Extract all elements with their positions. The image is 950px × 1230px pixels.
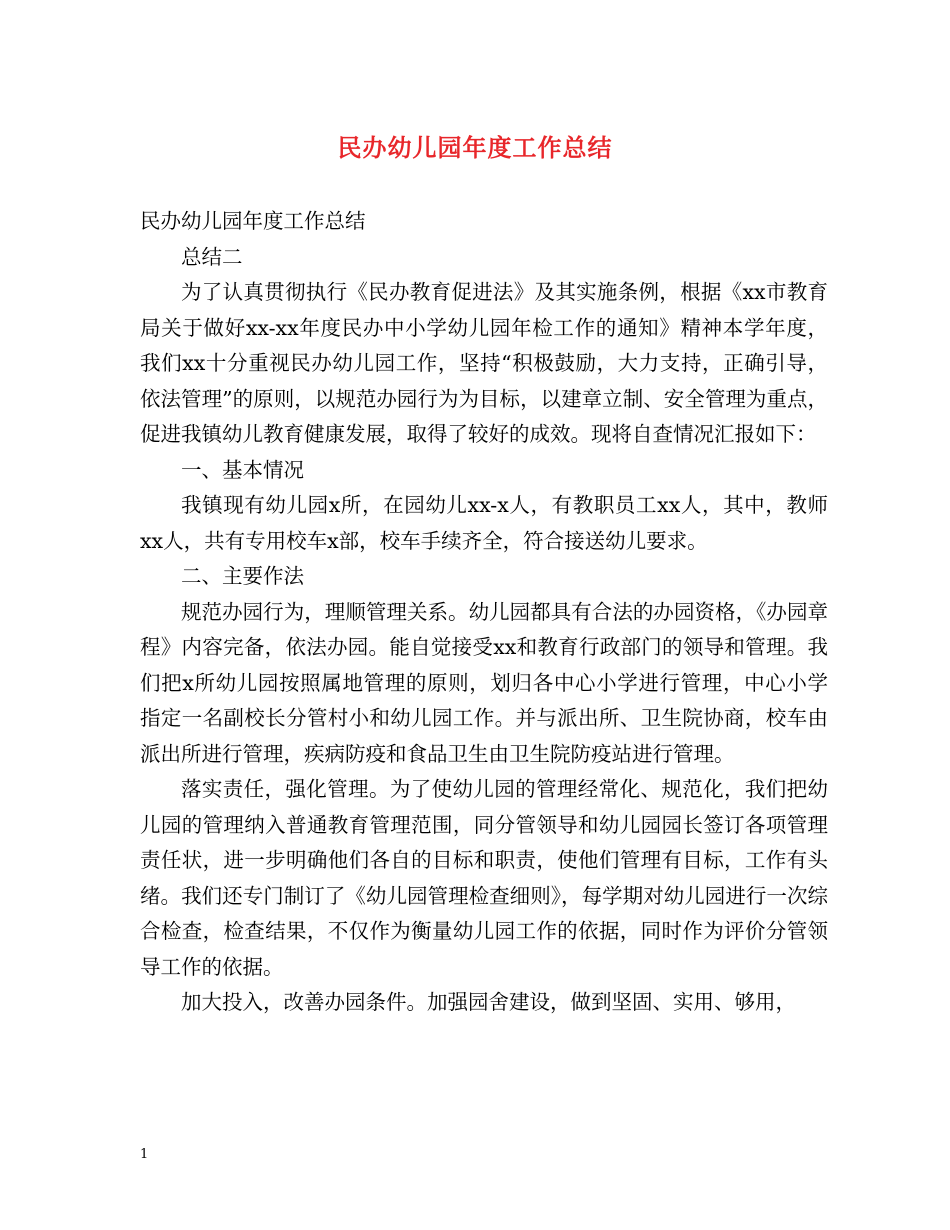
section-heading-methods: 二、主要作法 — [181, 564, 304, 588]
paragraph-section-label: 总结二 — [181, 244, 243, 269]
document-title: 民办幼儿园年度工作总结 — [337, 133, 613, 162]
page-number: 1 — [140, 1147, 149, 1162]
section-heading-basic: 一、基本情况 — [181, 457, 304, 482]
paragraph-method-3: 加大投入，改善办园条件。加强园舍建设，做到坚固、实用、够用， — [181, 990, 796, 1014]
paragraph-method-2: 落实责任，强化管理。为了使幼儿园的管理经常化、规范化，我们把幼儿园的管理纳入普通教育管理范围，同分管领导和幼儿园园长签订各项管理责任状，进一步明确他们各自的目标和职责，使他们管理有目标，工作有头绪。我们还专门制订了《幼儿园管理检查细则》，每学期对幼儿园进行一次综合检查，检查结果，不仅作为衡量幼儿园工作的依据，同时作为评价分管领导工作的依据。 — [140, 777, 828, 979]
paragraph-basic-info: 我镇现有幼儿园x所，在园幼儿xx-x人，有教职员工xx人，其中，教师xx人，共有专用校车x部，校车手续齐全，符合接送幼儿要求。 — [140, 493, 828, 553]
document-body — [140, 204, 828, 1021]
paragraph-intro: 为了认真贯彻执行《民办教育促进法》及其实施条例，根据《xx市教育局关于做好xx-xx年度民办中小学幼儿园年检工作的通知》精神本学年度，我们xx十分重视民办幼儿园工作，坚持“积极鼓励，大力支持，正确引导，依法管理”的原则，以规范办园行为为目标，以建章立制、安全管理为重点，促进我镇幼儿教育健康发展，取得了较好的成效。现将自查情况汇报如下： — [140, 280, 828, 446]
paragraph-method-1: 规范办园行为，理顺管理关系。幼儿园都具有合法的办园资格，《办园章程》内容完备，依法办园。能自觉接受xx和教育行政部门的领导和管理。我们把x所幼儿园按照属地管理的原则，划归各中心小学进行管理，中心小学指定一名副校长分管村小和幼儿园工作。并与派出所、卫生院协商，校车由派出所进行管理，疾病防疫和食品卫生由卫生院防疫站进行管理。 — [140, 599, 828, 766]
paragraph-heading: 民办幼儿园年度工作总结 — [140, 209, 366, 233]
